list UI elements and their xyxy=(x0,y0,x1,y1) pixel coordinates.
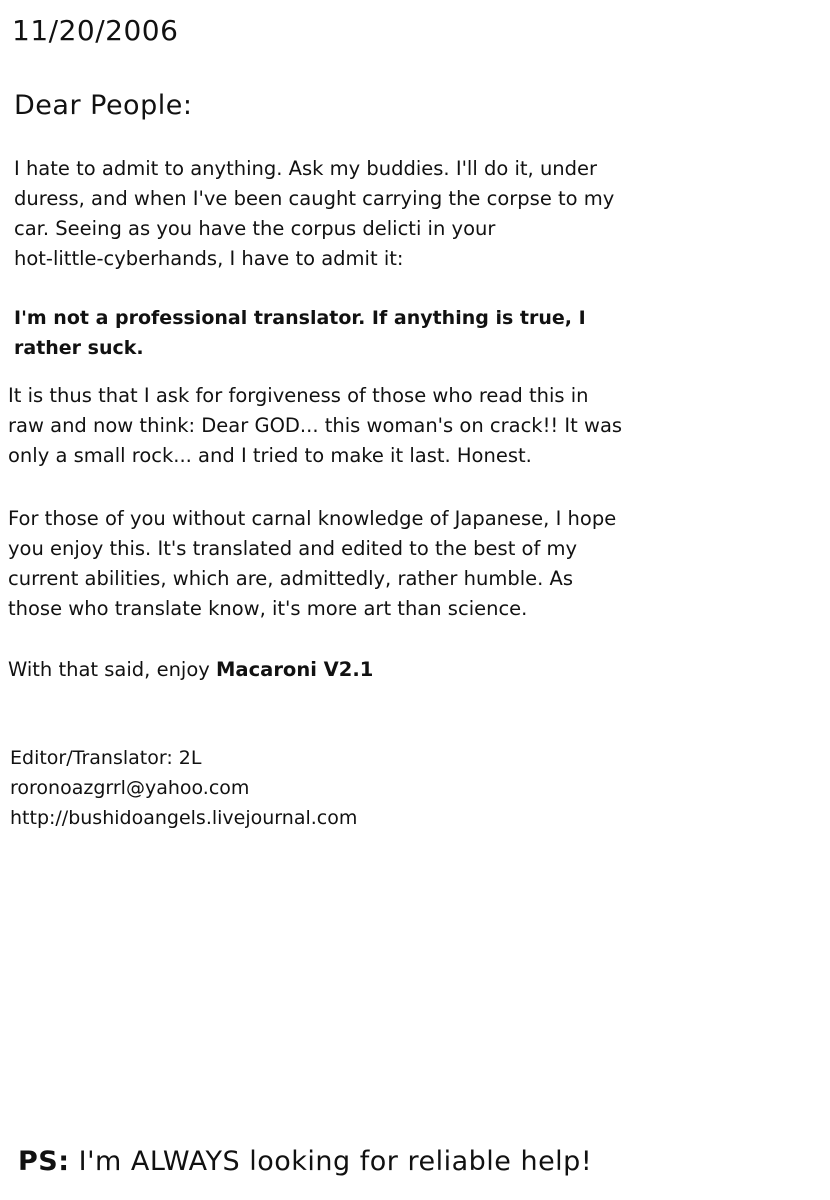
postscript-label: PS: xyxy=(18,1146,70,1177)
paragraph-confession xyxy=(14,303,586,363)
paragraph-line: current abilities, which are, admittedly, rather humble. As xyxy=(8,567,574,590)
letter-greeting: Dear People: xyxy=(14,90,193,121)
release-title: Macaroni V2.1 xyxy=(216,658,374,681)
credit-email: roronoazgrrl@yahoo.com xyxy=(10,777,250,799)
credit-url: http://bushidoangels.livejournal.com xyxy=(10,807,358,829)
paragraph-line: I'm not a professional translator. If anything is true, I xyxy=(14,307,586,329)
paragraph-forgiveness xyxy=(8,381,622,471)
paragraph-line: For those of you without carnal knowledge of Japanese, I hope xyxy=(8,507,617,530)
letter-date: 11/20/2006 xyxy=(12,14,179,47)
credits-block xyxy=(10,743,357,833)
paragraph-enjoy xyxy=(8,504,616,624)
paragraph-line: only a small rock... and I tried to make it last. Honest. xyxy=(8,444,532,467)
paragraph-line: you enjoy this. It's translated and edited to the best of my xyxy=(8,537,578,560)
closing-line xyxy=(8,655,373,685)
postscript-text: I'm ALWAYS looking for reliable help! xyxy=(69,1146,593,1177)
postscript xyxy=(18,1146,592,1177)
paragraph-line: It is thus that I ask for forgiveness of those who read this in xyxy=(8,384,589,407)
paragraph-line: car. Seeing as you have the corpus delicti in your xyxy=(14,217,496,240)
paragraph-line: duress, and when I've been caught carrying the corpse to my xyxy=(14,187,615,210)
credit-role: Editor/Translator: 2L xyxy=(10,747,202,769)
closing-prefix: With that said, enjoy xyxy=(8,658,217,681)
paragraph-line: hot-little-cyberhands, I have to admit it: xyxy=(14,247,404,270)
paragraph-line: raw and now think: Dear GOD... this woman's on crack!! It was xyxy=(8,414,623,437)
paragraph-line: rather suck. xyxy=(14,337,144,359)
paragraph-line: I hate to admit to anything. Ask my buddies. I'll do it, under xyxy=(14,157,598,180)
paragraph-line: those who translate know, it's more art than science. xyxy=(8,597,528,620)
paragraph-admission xyxy=(14,154,614,274)
